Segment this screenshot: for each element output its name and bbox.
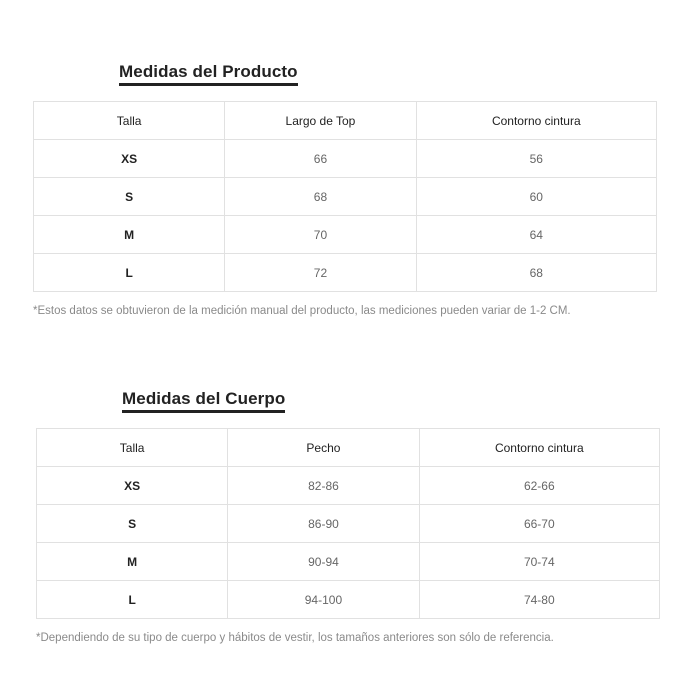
- cintura-cell: 64: [416, 216, 656, 254]
- cintura-cell: 56: [416, 140, 656, 178]
- product-measurements-section: [33, 62, 657, 317]
- table-row: [37, 543, 660, 581]
- size-cell: XS: [34, 140, 225, 178]
- largo-cell: 72: [225, 254, 416, 292]
- body-title-wrap: [122, 389, 285, 413]
- header-talla: Talla: [37, 429, 228, 467]
- header-pecho: Pecho: [228, 429, 419, 467]
- table-row: [34, 140, 657, 178]
- body-measurements-section: [36, 389, 660, 644]
- size-cell: S: [34, 178, 225, 216]
- pecho-cell: 86-90: [228, 505, 419, 543]
- largo-cell: 68: [225, 178, 416, 216]
- table-row: [37, 467, 660, 505]
- header-contorno-cintura: Contorno cintura: [416, 102, 656, 140]
- pecho-cell: 82-86: [228, 467, 419, 505]
- table-header-row: [34, 102, 657, 140]
- product-title-wrap: [119, 62, 298, 86]
- cintura-cell: 74-80: [419, 581, 659, 619]
- cintura-cell: 70-74: [419, 543, 659, 581]
- cintura-cell: 62-66: [419, 467, 659, 505]
- header-contorno-cintura: Contorno cintura: [419, 429, 659, 467]
- body-measurements-title: Medidas del Cuerpo: [122, 389, 285, 413]
- product-measurements-title: Medidas del Producto: [119, 62, 298, 86]
- table-row: [37, 505, 660, 543]
- table-header-row: [37, 429, 660, 467]
- product-size-table: [33, 101, 657, 292]
- size-cell: S: [37, 505, 228, 543]
- table-row: [34, 216, 657, 254]
- size-cell: M: [34, 216, 225, 254]
- cintura-cell: 60: [416, 178, 656, 216]
- header-talla: Talla: [34, 102, 225, 140]
- header-largo-de-top: Largo de Top: [225, 102, 416, 140]
- size-cell: M: [37, 543, 228, 581]
- table-row: [37, 581, 660, 619]
- body-measurement-note: *Dependiendo de su tipo de cuerpo y hábitos de vestir, los tamaños anteriores son sólo de referencia.: [36, 632, 554, 644]
- size-cell: L: [34, 254, 225, 292]
- pecho-cell: 90-94: [228, 543, 419, 581]
- table-row: [34, 178, 657, 216]
- size-cell: XS: [37, 467, 228, 505]
- cintura-cell: 68: [416, 254, 656, 292]
- cintura-cell: 66-70: [419, 505, 659, 543]
- table-row: [34, 254, 657, 292]
- largo-cell: 66: [225, 140, 416, 178]
- product-measurement-note: *Estos datos se obtuvieron de la medición manual del producto, las mediciones pueden variar de 1-2 CM.: [33, 305, 571, 317]
- body-size-table: [36, 428, 660, 619]
- size-cell: L: [37, 581, 228, 619]
- largo-cell: 70: [225, 216, 416, 254]
- pecho-cell: 94-100: [228, 581, 419, 619]
